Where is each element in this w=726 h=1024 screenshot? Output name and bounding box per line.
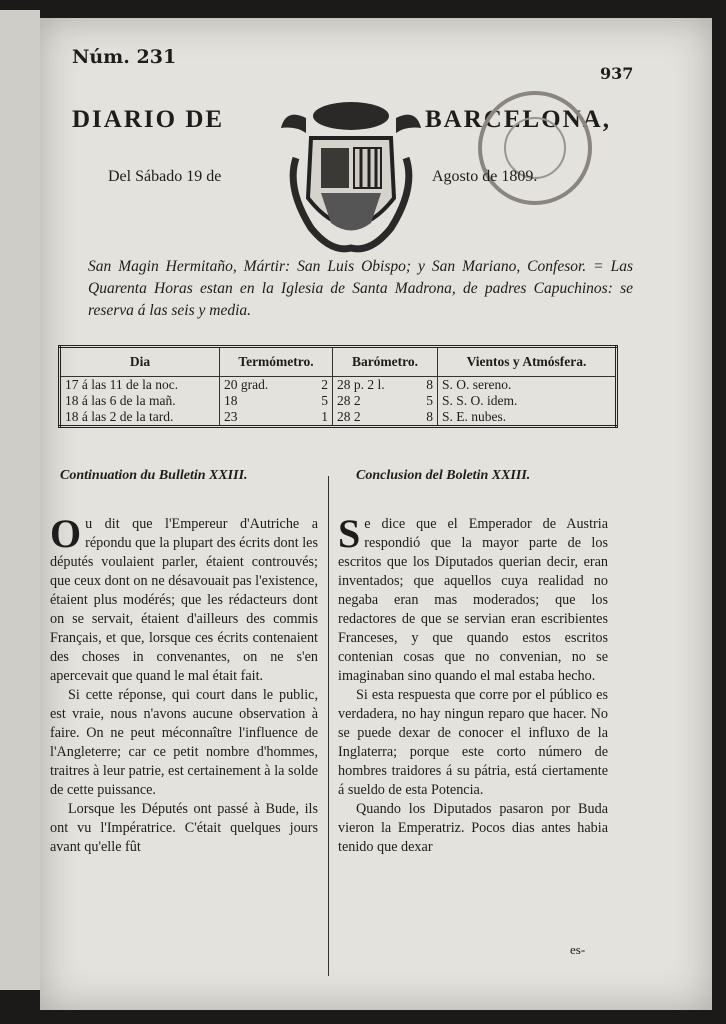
table-row <box>60 409 617 427</box>
paragraph: e dice que el Emperador de Austria respondió que la mayor parte de los escritos que los Diputados querian decir, eran inventados; que aquellos cuya realidad no negaba eran mas moderados; que los redactores de que se servian eran escribientes Franceses, y que quando estos escritos contenian cosas que no convenian, no se imaginaban sino quando el mal estaba hecho. <box>338 516 608 684</box>
date-right: Agosto de 1809. <box>432 168 538 185</box>
paragraph: Quando los Diputados pasaron por Buda vieron la Emperatriz. Pocos dias antes habia tenido que dexar <box>338 801 608 855</box>
left-column-text <box>50 511 318 857</box>
paragraph: Si esta respuesta que corre por el público es verdadera, no hay ningun reparo que hacer. No se puede dexar de conocer el influxo de la Inglaterra; porque este corto número de hombres traidores á su pátria, está ciertamente á sueldo de esta Potencia. <box>338 687 608 798</box>
weather-header-vientos: Vientos y Atmósfera. <box>438 347 617 377</box>
weather-termo: 18 5 <box>220 393 333 409</box>
right-column-heading: Conclusion del Boletin XXIII. <box>356 468 531 483</box>
weather-header-barometro: Barómetro. <box>333 347 438 377</box>
issue-number: Núm. 231 <box>72 46 177 68</box>
paragraph: u dit que l'Empereur d'Autriche a répondu que la plupart des écrits dont les députés voulaient parler, étaient controuvés; que ceux dont on ne désavouait pas l'existence, étaient plus modérés; que les rédacteurs dont on se servait, étaient d'ailleurs des commis Français, et que, lorsque ces écrits contenaient des choses in convenantes, on ne s'en apercevait que quand le mal était fait. <box>50 516 318 684</box>
weather-viento: S. O. sereno. <box>438 377 617 394</box>
drop-cap: O <box>50 511 82 556</box>
facing-page-edge <box>0 10 40 990</box>
paragraph: Si cette réponse, qui court dans le public, est vraie, nous n'avons aucune observation à faire. On ne peut méconnaître l'influence de l'Angleterre; car ce petit nombre d'hommes, traitres à leur patrie, est certainement à la solde de cette puissance. <box>50 687 318 798</box>
column-divider <box>328 476 329 976</box>
drop-cap: S <box>338 511 361 556</box>
weather-header-dia: Dia <box>60 347 220 377</box>
page-number: 937 <box>600 64 634 83</box>
weather-table <box>58 345 618 428</box>
paragraph: Lorsque les Députés ont passé à Bude, ils ont vu l'Impératrice. C'était quelques jours avant qu'elle fût <box>50 801 318 855</box>
weather-termo: 20 grad. 2 <box>220 377 333 394</box>
weather-dia: 18 á las 2 de la tard. <box>60 409 220 427</box>
weather-termo: 23 1 <box>220 409 333 427</box>
masthead-title-right: BARCELONA, <box>425 106 611 133</box>
table-row <box>60 393 617 409</box>
right-column-text <box>338 511 608 857</box>
weather-dia: 18 á las 6 de la mañ. <box>60 393 220 409</box>
date-left: Del Sábado 19 de <box>108 168 222 185</box>
masthead-title-left: DIARIO DE <box>72 106 225 133</box>
weather-viento: S. E. nubes. <box>438 409 617 427</box>
weather-dia: 17 á las 11 de la noc. <box>60 377 220 394</box>
weather-baro: 28 2 8 <box>333 409 438 427</box>
weather-viento: S. S. O. idem. <box>438 393 617 409</box>
catchword: es- <box>570 942 586 957</box>
weather-baro: 28 p. 2 l. 8 <box>333 377 438 394</box>
coat-of-arms-icon <box>276 88 426 258</box>
library-stamp-icon <box>475 88 595 208</box>
newspaper-page <box>40 18 712 1010</box>
table-row <box>60 377 617 394</box>
weather-header-termometro: Termómetro. <box>220 347 333 377</box>
weather-baro: 28 2 5 <box>333 393 438 409</box>
saints-of-the-day: San Magin Hermitaño, Mártir: San Luis Obispo; y San Mariano, Confesor. = Las Quarenta Horas estan en la Iglesia de Santa Madrona, de padres Capuchinos: se reserva á las seis y media. <box>88 258 633 319</box>
left-column-heading: Continuation du Bulletin XXIII. <box>60 468 248 483</box>
